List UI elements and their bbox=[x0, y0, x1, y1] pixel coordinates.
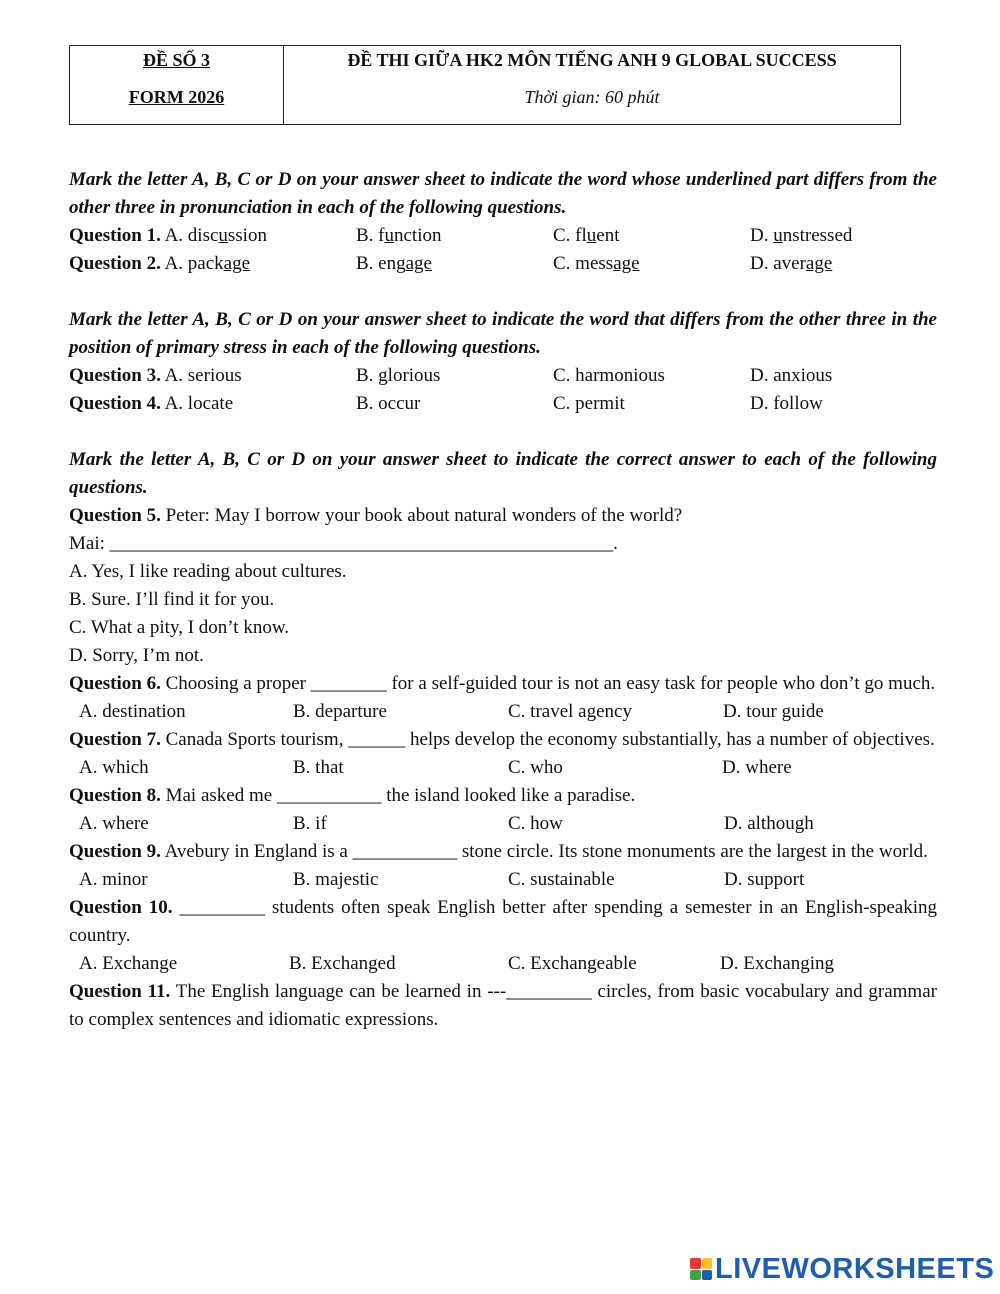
option-c[interactable]: C. sustainable bbox=[508, 869, 615, 890]
header-left-cell bbox=[70, 46, 284, 124]
option-c[interactable]: C. who bbox=[508, 757, 563, 778]
question-label: Question 1. bbox=[69, 225, 161, 246]
answer-blank-line[interactable]: Mai: _____________________________________________________. bbox=[69, 533, 618, 554]
question-text: Peter: May I borrow your book about natural wonders of the world? bbox=[165, 505, 683, 526]
question-text: The English language can be learned in ---_________ circles, from basic vocabulary and grammar to complex sentences and idiomatic expressions. bbox=[69, 981, 937, 1030]
question-7 bbox=[69, 726, 937, 754]
question-9 bbox=[69, 838, 937, 866]
section-2-instruction: Mark the letter A, B, C or D on your answer sheet to indicate the word that differs from the other three in the position of primary stress in each of the following questions. bbox=[69, 309, 937, 358]
section-1-instruction: Mark the letter A, B, C or D on your answer sheet to indicate the word whose underlined part differs from the other three in pronunciation in each of the following questions. bbox=[69, 169, 937, 218]
question-text: Avebury in England is a ___________ stone circle. Its stone monuments are the largest in the world. bbox=[164, 841, 928, 862]
option-b[interactable]: B. function bbox=[356, 225, 442, 246]
question-2 bbox=[69, 250, 937, 278]
option-a[interactable]: A. discussion bbox=[164, 225, 267, 246]
question-1 bbox=[69, 222, 937, 250]
header-right-cell bbox=[284, 46, 900, 124]
header-table bbox=[69, 45, 901, 125]
option-d[interactable]: D. although bbox=[724, 813, 814, 834]
question-text: Canada Sports tourism, ______ helps develop the economy substantially, has a number of objectives. bbox=[165, 729, 935, 750]
option-d[interactable]: D. tour guide bbox=[723, 701, 824, 722]
question-6 bbox=[69, 670, 937, 698]
option-d[interactable]: D. where bbox=[722, 757, 792, 778]
option-a[interactable]: A. locate bbox=[164, 393, 234, 414]
question-8 bbox=[69, 782, 937, 810]
question-4 bbox=[69, 390, 937, 418]
question-text: Mai asked me ___________ the island looked like a paradise. bbox=[165, 785, 636, 806]
question-9-options bbox=[69, 866, 937, 894]
question-5 bbox=[69, 502, 937, 530]
question-3 bbox=[69, 362, 937, 390]
question-label: Question 7. bbox=[69, 729, 161, 750]
question-label: Question 5. bbox=[69, 505, 161, 526]
option-b[interactable]: B. if bbox=[293, 813, 327, 834]
question-11 bbox=[69, 978, 937, 1034]
question-label: Question 2. bbox=[69, 253, 161, 274]
option-d[interactable]: D. Sorry, I’m not. bbox=[69, 645, 204, 666]
logo-text: LIVEWORKSHEETS bbox=[715, 1252, 995, 1285]
option-a[interactable]: A. Exchange bbox=[79, 953, 178, 974]
question-label: Question 11. bbox=[69, 981, 171, 1002]
option-d[interactable]: D. follow bbox=[750, 393, 823, 414]
option-b[interactable]: B. Exchanged bbox=[289, 953, 396, 974]
exam-title: ĐỀ THI GIỮA HK2 MÔN TIẾNG ANH 9 GLOBAL SUCCESS bbox=[347, 50, 837, 70]
option-a[interactable]: A. where bbox=[79, 813, 149, 834]
question-text: _________ students often speak English better after spending a semester in an English-speaking country. bbox=[69, 897, 937, 946]
liveworksheets-logo-icon bbox=[690, 1258, 712, 1280]
question-7-options bbox=[69, 754, 937, 782]
option-a[interactable]: A. which bbox=[79, 757, 149, 778]
option-a[interactable]: A. minor bbox=[79, 869, 148, 890]
option-c[interactable]: C. harmonious bbox=[553, 365, 665, 386]
option-b[interactable]: B. engage bbox=[356, 253, 432, 274]
option-a[interactable]: A. destination bbox=[79, 701, 186, 722]
option-c[interactable]: C. fluent bbox=[553, 225, 620, 246]
exam-content bbox=[69, 166, 937, 1034]
question-label: Question 6. bbox=[69, 673, 161, 694]
option-b[interactable]: B. Sure. I’ll find it for you. bbox=[69, 589, 275, 610]
option-a[interactable]: A. Yes, I like reading about cultures. bbox=[69, 561, 347, 582]
option-d[interactable]: D. unstressed bbox=[750, 225, 853, 246]
question-text: Choosing a proper ________ for a self-guided tour is not an easy task for people who don’t go much. bbox=[165, 673, 936, 694]
option-b[interactable]: B. majestic bbox=[293, 869, 379, 890]
option-b[interactable]: B. glorious bbox=[356, 365, 441, 386]
option-d[interactable]: D. Exchanging bbox=[720, 953, 834, 974]
option-c[interactable]: C. What a pity, I don’t know. bbox=[69, 617, 290, 638]
option-c[interactable]: C. how bbox=[508, 813, 563, 834]
exam-time: Thời gian: 60 phút bbox=[524, 87, 660, 107]
question-label: Question 10. bbox=[69, 897, 173, 918]
option-b[interactable]: B. that bbox=[293, 757, 344, 778]
option-a[interactable]: A. serious bbox=[164, 365, 242, 386]
option-c[interactable]: C. message bbox=[553, 253, 640, 274]
question-10 bbox=[69, 894, 937, 950]
question-8-options bbox=[69, 810, 937, 838]
option-b[interactable]: B. occur bbox=[356, 393, 421, 414]
option-d[interactable]: D. average bbox=[750, 253, 833, 274]
option-d[interactable]: D. support bbox=[724, 869, 805, 890]
section-3-instruction: Mark the letter A, B, C or D on your answer sheet to indicate the correct answer to each of the following questions. bbox=[69, 449, 937, 498]
question-label: Question 4. bbox=[69, 393, 161, 414]
option-b[interactable]: B. departure bbox=[293, 701, 387, 722]
option-c[interactable]: C. Exchangeable bbox=[508, 953, 637, 974]
exam-number: ĐỀ SỐ 3 bbox=[142, 50, 211, 70]
liveworksheets-logo bbox=[690, 1253, 994, 1285]
option-c[interactable]: C. travel agency bbox=[508, 701, 632, 722]
question-10-options bbox=[69, 950, 937, 978]
option-d[interactable]: D. anxious bbox=[750, 365, 833, 386]
option-a[interactable]: A. package bbox=[164, 253, 251, 274]
question-label: Question 3. bbox=[69, 365, 161, 386]
option-c[interactable]: C. permit bbox=[553, 393, 625, 414]
question-label: Question 8. bbox=[69, 785, 161, 806]
exam-form: FORM 2026 bbox=[128, 87, 225, 107]
question-6-options bbox=[69, 698, 937, 726]
question-label: Question 9. bbox=[69, 841, 161, 862]
